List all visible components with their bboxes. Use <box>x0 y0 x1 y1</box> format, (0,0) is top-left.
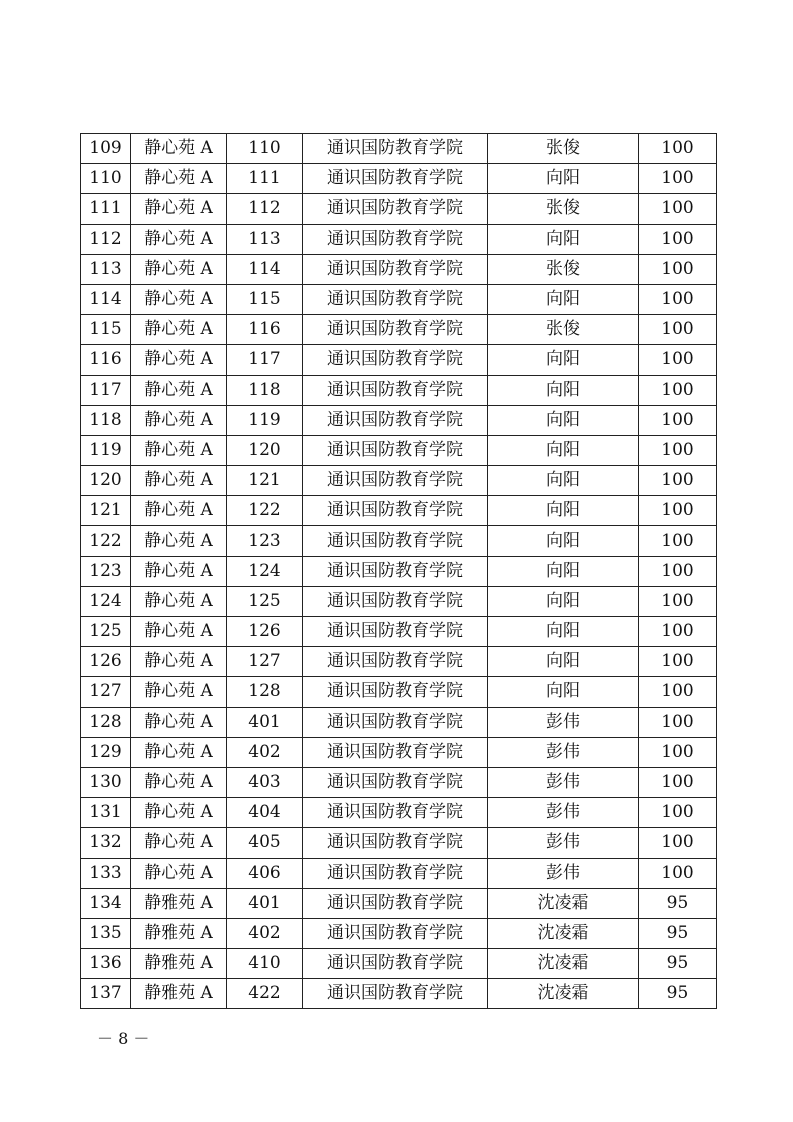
inspector-cell: 向阳 <box>488 617 639 647</box>
score-table <box>80 133 717 1009</box>
inspector-cell: 张俊 <box>488 134 639 164</box>
row-index-cell: 132 <box>81 828 131 858</box>
college-cell: 通识国防教育学院 <box>303 405 488 435</box>
score-cell: 100 <box>639 617 717 647</box>
room-cell: 114 <box>227 254 303 284</box>
inspector-cell: 向阳 <box>488 375 639 405</box>
row-index-cell: 118 <box>81 405 131 435</box>
table-row <box>81 556 717 586</box>
row-index-cell: 110 <box>81 164 131 194</box>
building-cell: 静雅苑 A <box>131 949 227 979</box>
inspector-cell: 向阳 <box>488 164 639 194</box>
building-cell: 静心苑 A <box>131 617 227 647</box>
score-cell: 100 <box>639 526 717 556</box>
room-cell: 402 <box>227 737 303 767</box>
score-cell: 100 <box>639 375 717 405</box>
college-cell: 通识国防教育学院 <box>303 707 488 737</box>
inspector-cell: 彭伟 <box>488 767 639 797</box>
table-row <box>81 164 717 194</box>
college-cell: 通识国防教育学院 <box>303 556 488 586</box>
room-cell: 422 <box>227 979 303 1009</box>
college-cell: 通识国防教育学院 <box>303 435 488 465</box>
building-cell: 静心苑 A <box>131 435 227 465</box>
row-index-cell: 122 <box>81 526 131 556</box>
score-cell: 100 <box>639 134 717 164</box>
room-cell: 406 <box>227 858 303 888</box>
inspector-cell: 彭伟 <box>488 737 639 767</box>
row-index-cell: 136 <box>81 949 131 979</box>
building-cell: 静心苑 A <box>131 767 227 797</box>
building-cell: 静心苑 A <box>131 707 227 737</box>
building-cell: 静心苑 A <box>131 194 227 224</box>
table-row <box>81 888 717 918</box>
room-cell: 113 <box>227 224 303 254</box>
row-index-cell: 131 <box>81 798 131 828</box>
building-cell: 静心苑 A <box>131 526 227 556</box>
inspector-cell: 彭伟 <box>488 828 639 858</box>
college-cell: 通识国防教育学院 <box>303 284 488 314</box>
building-cell: 静心苑 A <box>131 466 227 496</box>
college-cell: 通识国防教育学院 <box>303 677 488 707</box>
college-cell: 通识国防教育学院 <box>303 194 488 224</box>
row-index-cell: 133 <box>81 858 131 888</box>
row-index-cell: 130 <box>81 767 131 797</box>
table-row <box>81 435 717 465</box>
college-cell: 通识国防教育学院 <box>303 164 488 194</box>
score-cell: 100 <box>639 767 717 797</box>
inspector-cell: 向阳 <box>488 284 639 314</box>
college-cell: 通识国防教育学院 <box>303 315 488 345</box>
room-cell: 124 <box>227 556 303 586</box>
score-cell: 95 <box>639 949 717 979</box>
building-cell: 静心苑 A <box>131 224 227 254</box>
college-cell: 通识国防教育学院 <box>303 858 488 888</box>
row-index-cell: 134 <box>81 888 131 918</box>
inspector-cell: 沈凌霜 <box>488 918 639 948</box>
row-index-cell: 119 <box>81 435 131 465</box>
score-cell: 100 <box>639 164 717 194</box>
row-index-cell: 125 <box>81 617 131 647</box>
room-cell: 117 <box>227 345 303 375</box>
row-index-cell: 115 <box>81 315 131 345</box>
table-row <box>81 979 717 1009</box>
table-row <box>81 949 717 979</box>
inspector-cell: 向阳 <box>488 586 639 616</box>
building-cell: 静心苑 A <box>131 647 227 677</box>
row-index-cell: 137 <box>81 979 131 1009</box>
row-index-cell: 127 <box>81 677 131 707</box>
inspector-cell: 向阳 <box>488 526 639 556</box>
score-cell: 95 <box>639 888 717 918</box>
row-index-cell: 111 <box>81 194 131 224</box>
building-cell: 静心苑 A <box>131 315 227 345</box>
room-cell: 112 <box>227 194 303 224</box>
room-cell: 126 <box>227 617 303 647</box>
inspector-cell: 彭伟 <box>488 798 639 828</box>
college-cell: 通识国防教育学院 <box>303 767 488 797</box>
inspector-cell: 张俊 <box>488 315 639 345</box>
score-cell: 100 <box>639 556 717 586</box>
table-row <box>81 345 717 375</box>
building-cell: 静心苑 A <box>131 164 227 194</box>
inspector-cell: 沈凌霜 <box>488 949 639 979</box>
college-cell: 通识国防教育学院 <box>303 345 488 375</box>
room-cell: 401 <box>227 707 303 737</box>
building-cell: 静心苑 A <box>131 496 227 526</box>
room-cell: 118 <box>227 375 303 405</box>
room-cell: 123 <box>227 526 303 556</box>
table-row <box>81 284 717 314</box>
table-row <box>81 134 717 164</box>
building-cell: 静心苑 A <box>131 858 227 888</box>
room-cell: 128 <box>227 677 303 707</box>
table-row <box>81 496 717 526</box>
college-cell: 通识国防教育学院 <box>303 496 488 526</box>
room-cell: 127 <box>227 647 303 677</box>
row-index-cell: 135 <box>81 918 131 948</box>
table-row <box>81 405 717 435</box>
college-cell: 通识国防教育学院 <box>303 375 488 405</box>
table-row <box>81 194 717 224</box>
college-cell: 通识国防教育学院 <box>303 949 488 979</box>
table-row <box>81 315 717 345</box>
room-cell: 111 <box>227 164 303 194</box>
college-cell: 通识国防教育学院 <box>303 254 488 284</box>
row-index-cell: 124 <box>81 586 131 616</box>
score-cell: 100 <box>639 707 717 737</box>
table-row <box>81 737 717 767</box>
building-cell: 静心苑 A <box>131 737 227 767</box>
inspector-cell: 向阳 <box>488 496 639 526</box>
room-cell: 125 <box>227 586 303 616</box>
inspector-cell: 彭伟 <box>488 858 639 888</box>
score-cell: 100 <box>639 435 717 465</box>
score-cell: 100 <box>639 466 717 496</box>
row-index-cell: 116 <box>81 345 131 375</box>
row-index-cell: 112 <box>81 224 131 254</box>
inspector-cell: 向阳 <box>488 435 639 465</box>
score-cell: 100 <box>639 828 717 858</box>
building-cell: 静心苑 A <box>131 134 227 164</box>
building-cell: 静心苑 A <box>131 586 227 616</box>
page-number: － 8 － <box>97 1029 150 1048</box>
inspector-cell: 向阳 <box>488 556 639 586</box>
score-cell: 100 <box>639 224 717 254</box>
room-cell: 120 <box>227 435 303 465</box>
building-cell: 静雅苑 A <box>131 918 227 948</box>
room-cell: 122 <box>227 496 303 526</box>
college-cell: 通识国防教育学院 <box>303 224 488 254</box>
building-cell: 静心苑 A <box>131 375 227 405</box>
table-row <box>81 647 717 677</box>
college-cell: 通识国防教育学院 <box>303 828 488 858</box>
table-row <box>81 918 717 948</box>
row-index-cell: 128 <box>81 707 131 737</box>
table-row <box>81 254 717 284</box>
table-row <box>81 828 717 858</box>
college-cell: 通识国防教育学院 <box>303 647 488 677</box>
college-cell: 通识国防教育学院 <box>303 888 488 918</box>
inspector-cell: 向阳 <box>488 466 639 496</box>
college-cell: 通识国防教育学院 <box>303 586 488 616</box>
row-index-cell: 113 <box>81 254 131 284</box>
inspector-cell: 向阳 <box>488 345 639 375</box>
table-row <box>81 586 717 616</box>
room-cell: 402 <box>227 918 303 948</box>
college-cell: 通识国防教育学院 <box>303 979 488 1009</box>
row-index-cell: 129 <box>81 737 131 767</box>
score-cell: 100 <box>639 858 717 888</box>
room-cell: 410 <box>227 949 303 979</box>
score-cell: 95 <box>639 918 717 948</box>
building-cell: 静心苑 A <box>131 345 227 375</box>
row-index-cell: 109 <box>81 134 131 164</box>
table-row <box>81 375 717 405</box>
score-cell: 100 <box>639 284 717 314</box>
college-cell: 通识国防教育学院 <box>303 134 488 164</box>
score-cell: 95 <box>639 979 717 1009</box>
room-cell: 115 <box>227 284 303 314</box>
building-cell: 静心苑 A <box>131 556 227 586</box>
room-cell: 116 <box>227 315 303 345</box>
college-cell: 通识国防教育学院 <box>303 466 488 496</box>
building-cell: 静心苑 A <box>131 254 227 284</box>
college-cell: 通识国防教育学院 <box>303 798 488 828</box>
score-cell: 100 <box>639 496 717 526</box>
table-row <box>81 526 717 556</box>
building-cell: 静雅苑 A <box>131 979 227 1009</box>
table-row <box>81 466 717 496</box>
row-index-cell: 123 <box>81 556 131 586</box>
row-index-cell: 114 <box>81 284 131 314</box>
table-row <box>81 224 717 254</box>
college-cell: 通识国防教育学院 <box>303 737 488 767</box>
building-cell: 静心苑 A <box>131 677 227 707</box>
score-cell: 100 <box>639 677 717 707</box>
inspector-cell: 向阳 <box>488 224 639 254</box>
building-cell: 静心苑 A <box>131 798 227 828</box>
table-row <box>81 707 717 737</box>
building-cell: 静心苑 A <box>131 405 227 435</box>
room-cell: 110 <box>227 134 303 164</box>
row-index-cell: 126 <box>81 647 131 677</box>
table-row <box>81 677 717 707</box>
room-cell: 121 <box>227 466 303 496</box>
table-row <box>81 617 717 647</box>
room-cell: 119 <box>227 405 303 435</box>
score-cell: 100 <box>639 586 717 616</box>
inspector-cell: 向阳 <box>488 405 639 435</box>
inspector-cell: 向阳 <box>488 677 639 707</box>
college-cell: 通识国防教育学院 <box>303 526 488 556</box>
inspector-cell: 张俊 <box>488 254 639 284</box>
score-cell: 100 <box>639 647 717 677</box>
score-cell: 100 <box>639 194 717 224</box>
room-cell: 403 <box>227 767 303 797</box>
room-cell: 404 <box>227 798 303 828</box>
row-index-cell: 121 <box>81 496 131 526</box>
score-cell: 100 <box>639 315 717 345</box>
row-index-cell: 117 <box>81 375 131 405</box>
inspector-cell: 向阳 <box>488 647 639 677</box>
college-cell: 通识国防教育学院 <box>303 918 488 948</box>
table-row <box>81 767 717 797</box>
score-cell: 100 <box>639 798 717 828</box>
table-row <box>81 798 717 828</box>
inspector-cell: 张俊 <box>488 194 639 224</box>
score-cell: 100 <box>639 405 717 435</box>
score-cell: 100 <box>639 345 717 375</box>
score-cell: 100 <box>639 737 717 767</box>
score-cell: 100 <box>639 254 717 284</box>
inspector-cell: 沈凌霜 <box>488 888 639 918</box>
room-cell: 405 <box>227 828 303 858</box>
table-row <box>81 858 717 888</box>
room-cell: 401 <box>227 888 303 918</box>
college-cell: 通识国防教育学院 <box>303 617 488 647</box>
table-body <box>81 134 717 1009</box>
building-cell: 静雅苑 A <box>131 888 227 918</box>
row-index-cell: 120 <box>81 466 131 496</box>
inspector-cell: 沈凌霜 <box>488 979 639 1009</box>
building-cell: 静心苑 A <box>131 828 227 858</box>
building-cell: 静心苑 A <box>131 284 227 314</box>
inspector-cell: 彭伟 <box>488 707 639 737</box>
